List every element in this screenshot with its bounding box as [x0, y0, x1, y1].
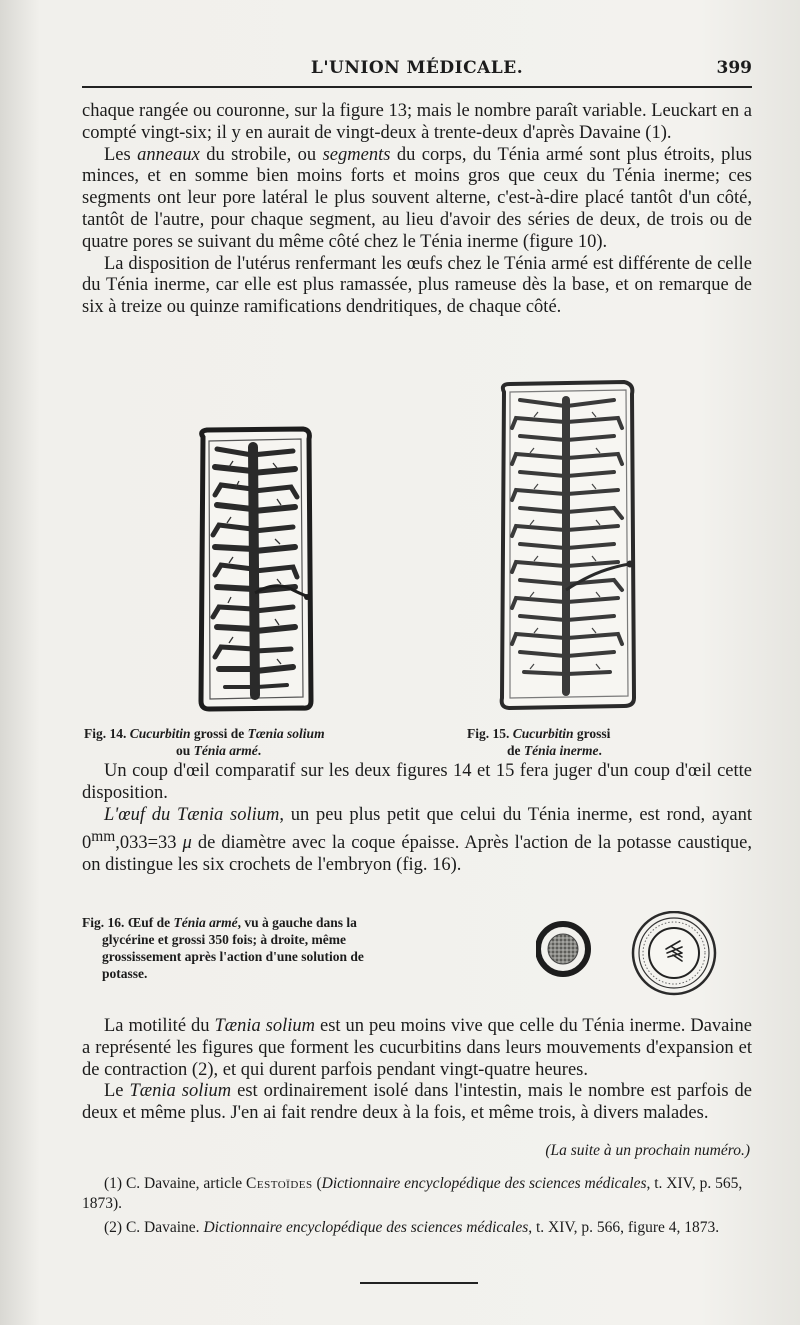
figure-15-illustration — [494, 378, 640, 710]
text-run: est un peu moins vive que celle du Ténia inerme. Davaine a représenté les figures que forment les cucurbitins dans leurs mouvements d'expansion et de contraction (2), et qui durent parfois pendant vingt-quatre heures. — [82, 1016, 752, 1080]
caption-italic: Ténia inerme — [523, 743, 599, 758]
caption-text: de — [507, 743, 524, 758]
body-text-top — [82, 101, 752, 319]
caption-line: grossissement après l'action d'une solution de — [102, 949, 364, 964]
caption-line: glycérine et grossi 350 fois; à droite, même — [102, 932, 346, 947]
italic-run: segments — [322, 144, 391, 165]
caption-text: ou — [176, 743, 194, 758]
text-run: , un peu plus petit que celui du Ténia inerme, est rond, ayant 0 — [82, 804, 752, 854]
footnotes — [82, 1174, 752, 1243]
figure-14-illustration — [195, 425, 317, 713]
italic-run: anneaux — [137, 144, 200, 165]
footnote-2 — [82, 1218, 752, 1238]
caption-text: , vu à gauche dans la — [237, 915, 357, 930]
figure-15-caption — [467, 725, 767, 759]
paragraph-1: chaque rangée ou couronne, sur la figure 13; mais le nombre paraît variable. Leuckart en a compté vingt-six; il y en aurait de vingt-deux à trente-deux d'après Davaine (1). — [82, 101, 752, 143]
paragraph-3: La disposition de l'utérus renfermant les œufs chez le Ténia armé est différente de celle du Ténia inerme, car elle est plus ramassée, plus rameuse dès la base, et on remarque de six à treize ou quinze ramifications dendritiques, de chaque côté. — [82, 253, 752, 318]
caption-text: grossi — [573, 726, 611, 741]
caption-italic: Cucurbitin — [126, 726, 191, 741]
footnote-number: (1) — [104, 1175, 123, 1192]
caption-text: . — [257, 743, 262, 758]
footnote-text: C. Davaine, article — [122, 1175, 247, 1192]
caption-italic: Ténia armé — [193, 743, 258, 758]
paragraph-4: Un coup d'œil comparatif sur les deux figures 14 et 15 fera juger d'un coup d'œil cette disposition. — [82, 761, 752, 803]
caption-label: Fig. 16. — [82, 915, 125, 930]
egg-after-potash — [633, 912, 715, 994]
body-text-middle — [82, 761, 752, 877]
italic-run: Tænia solium — [129, 1081, 232, 1102]
paragraph-2 — [82, 145, 752, 254]
italic-run: L'œuf du Tænia solium — [104, 804, 280, 825]
text-run: Le — [104, 1081, 130, 1102]
text-run: du strobile, ou — [199, 144, 323, 165]
footnote-italic: Dictionnaire encyclopédique des sciences médicales — [321, 1175, 647, 1192]
footnote-1 — [82, 1174, 752, 1213]
footnote-italic: Dictionnaire encyclopédique des sciences médicales — [203, 1219, 529, 1236]
egg-in-glycerine — [538, 924, 588, 974]
page-number: 399 — [716, 58, 752, 78]
caption-text: . — [598, 743, 602, 758]
cucurbitin-inerme-drawing — [494, 378, 640, 710]
paragraph-5 — [82, 805, 752, 878]
closing-rule — [360, 1282, 478, 1284]
caption-label: Fig. 14. — [84, 726, 127, 741]
figure-16-caption — [82, 914, 412, 982]
continuation-note: (La suite à un prochain numéro.) — [545, 1142, 750, 1159]
caption-label: Fig. 15. — [467, 726, 510, 741]
footnote-text: , t. XIV, p. 566, figure 4, 1873. — [528, 1219, 720, 1236]
micron-symbol: μ — [182, 833, 192, 854]
footnote-text: ( — [312, 1175, 322, 1192]
figure-14-caption — [84, 725, 384, 759]
taenia-eggs-drawing — [536, 911, 726, 997]
text-run: du corps, du Ténia armé sont plus étroits, plus minces, et en somme bien moins forts et moins gros que ceux du Ténia inerme; ces segments ont leur pore latéral le plus souvent alterne, c'est-à-dire placé tantôt d'un côté, tantôt de l'autre, pour chaque segment, au lieu d'avoir des séries de deux, de trois ou de quatre pores se suivant du même côté chez le Ténia inerme (figure 10). — [82, 144, 752, 252]
figure-16-illustration — [536, 911, 726, 997]
footnote-text: C. Davaine. — [122, 1219, 204, 1236]
body-text-bottom — [82, 1016, 752, 1125]
footnote-number: (2) — [104, 1219, 123, 1236]
caption-line: potasse. — [102, 966, 148, 981]
caption-text: grossi de — [190, 726, 248, 741]
text-run: est ordinairement isolé dans l'intestin, mais le nombre est parfois de deux et même plus. J'en ai fait rendre deux à la fois, et même trois, à divers malades. — [82, 1081, 753, 1124]
footnote-text: , t. XIV, p. 565, 1873). — [82, 1175, 743, 1212]
paragraph-6 — [82, 1016, 752, 1081]
text-run: La motilité du — [104, 1016, 215, 1036]
text-run: de diamètre avec la coque épaisse. Après l'action de la potasse caustique, on distingue les six crochets de l'embryon (fig. 16). — [82, 833, 752, 876]
paragraph-7 — [82, 1081, 752, 1125]
text-run: Les — [104, 144, 138, 165]
running-title: L'UNION MÉDICALE. — [310, 58, 524, 78]
page-header — [82, 56, 752, 88]
caption-italic: Cucurbitin — [509, 726, 574, 741]
unit-superscript: mm — [91, 828, 116, 846]
caption-italic: Ténia armé — [173, 915, 238, 930]
caption-text: Œuf de — [124, 915, 174, 930]
footnote-small-caps: Cestoïdes — [246, 1175, 313, 1192]
text-run: ,033=33 — [115, 833, 183, 854]
caption-italic: Tænia solium — [247, 726, 325, 741]
italic-run: Tænia solium — [214, 1016, 316, 1036]
cucurbitin-armed-drawing — [195, 425, 317, 713]
